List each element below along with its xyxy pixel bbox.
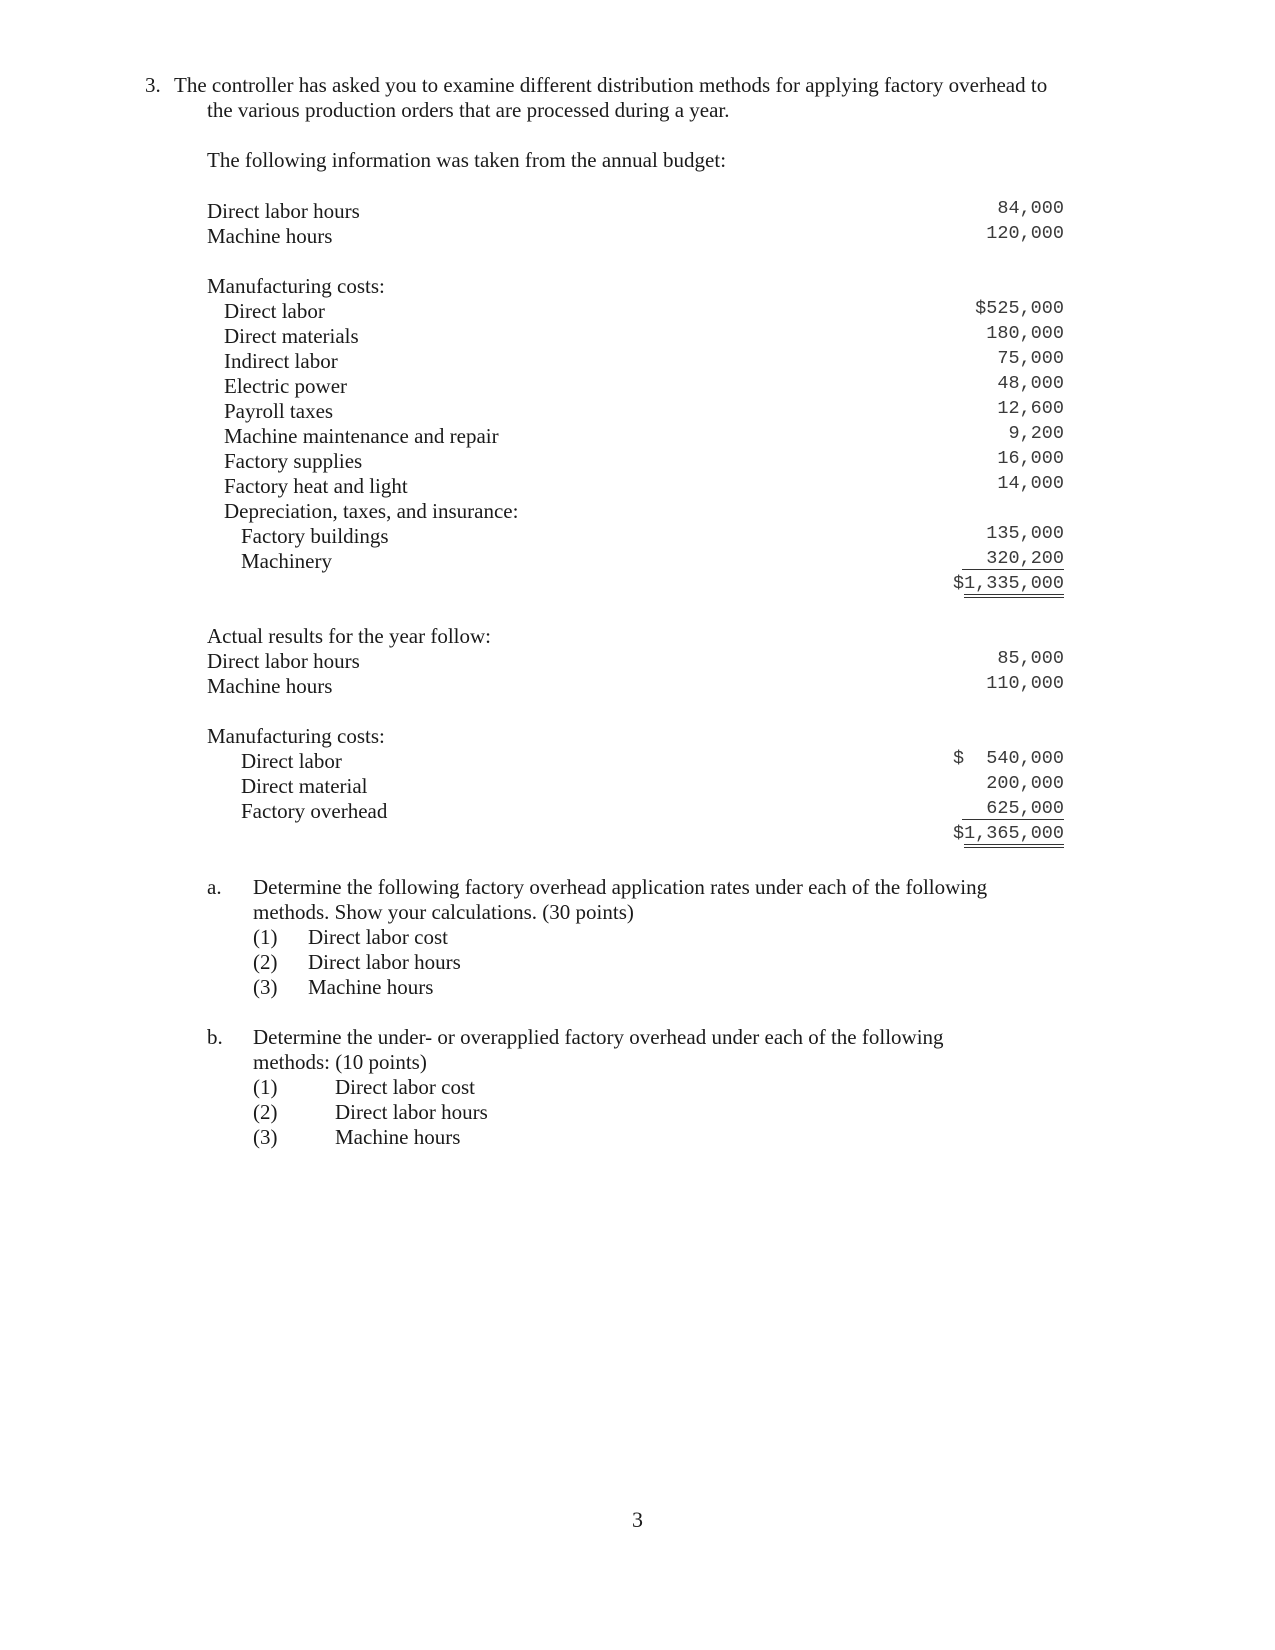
budget-cost-label: Factory supplies — [224, 449, 363, 473]
budget-hours-label: Direct labor hours — [207, 199, 360, 223]
budget-cost-label: Payroll taxes — [224, 399, 334, 423]
actual-intro: Actual results for the year follow: — [207, 624, 491, 648]
part-a-item-num: (2) — [253, 950, 278, 974]
actual-cost-label: Direct labor — [241, 749, 342, 773]
budget-cost-label: Indirect labor — [224, 349, 338, 373]
actual-cost-value: 200,000 — [986, 773, 1064, 794]
actual-total-amount: 1,365,000 — [964, 823, 1064, 848]
part-b-item-label: Machine hours — [335, 1125, 461, 1149]
actual-total-prefix: $ — [952, 823, 965, 844]
actual-cost-label: Direct material — [241, 774, 368, 798]
part-b-item-num: (1) — [253, 1075, 278, 1099]
budget-cost-value: 12,600 — [997, 398, 1064, 419]
actual-hours-value: 85,000 — [997, 648, 1064, 669]
depreciation-heading: Depreciation, taxes, and insurance: — [224, 499, 519, 523]
budget-cost-value: 48,000 — [997, 373, 1064, 394]
actual-hours-value: 110,000 — [986, 673, 1064, 694]
part-a-item-label: Machine hours — [308, 975, 434, 999]
part-b-item-label: Direct labor hours — [335, 1100, 488, 1124]
budget-cost-value: $525,000 — [975, 298, 1064, 319]
actual-total — [953, 821, 1064, 847]
depreciation-value: 135,000 — [986, 523, 1064, 544]
budget-cost-value: 9,200 — [1008, 423, 1064, 444]
actual-costs-heading: Manufacturing costs: — [207, 724, 385, 748]
budget-hours-value: 84,000 — [997, 198, 1064, 219]
part-b-line-2: methods: (10 points) — [253, 1050, 427, 1074]
actual-cost-value — [962, 796, 1064, 822]
question-line-2: the various production orders that are processed during a year. — [207, 98, 730, 122]
actual-cost-label: Factory overhead — [241, 799, 388, 823]
depreciation-value — [962, 546, 1064, 572]
budget-cost-value: 14,000 — [997, 473, 1064, 494]
budget-total — [953, 571, 1064, 597]
depreciation-label: Machinery — [241, 549, 332, 573]
budget-cost-label: Electric power — [224, 374, 348, 398]
subtotal-underline: 625,000 — [962, 798, 1064, 820]
budget-costs-heading: Manufacturing costs: — [207, 274, 385, 298]
depreciation-label: Factory buildings — [241, 524, 389, 548]
actual-cost-value: $ 540,000 — [952, 748, 1064, 769]
budget-hours-label: Machine hours — [207, 224, 333, 248]
budget-cost-label: Direct labor — [224, 299, 325, 323]
budget-total-prefix: $ — [952, 573, 965, 594]
part-b-letter: b. — [207, 1025, 223, 1049]
part-a-letter: a. — [207, 875, 222, 899]
budget-cost-label: Machine maintenance and repair — [224, 424, 499, 448]
budget-cost-value: 16,000 — [997, 448, 1064, 469]
part-b-item-num: (2) — [253, 1100, 278, 1124]
part-b-line-1: Determine the under- or overapplied factory overhead under each of the following — [253, 1025, 944, 1049]
budget-intro: The following information was taken from the annual budget: — [207, 148, 727, 172]
part-a-item-num: (3) — [253, 975, 278, 999]
question-number: 3. — [145, 73, 161, 97]
part-a-item-num: (1) — [253, 925, 278, 949]
question-line-1: The controller has asked you to examine different distribution methods for applying factory overhead to — [174, 73, 1048, 97]
part-b-item-label: Direct labor cost — [335, 1075, 475, 1099]
page-number: 3 — [632, 1507, 643, 1532]
subtotal-underline: 320,200 — [962, 548, 1064, 570]
part-a-item-label: Direct labor hours — [308, 950, 461, 974]
budget-cost-value: 75,000 — [997, 348, 1064, 369]
budget-cost-label: Factory heat and light — [224, 474, 408, 498]
budget-total-amount: 1,335,000 — [964, 573, 1064, 598]
actual-hours-label: Direct labor hours — [207, 649, 360, 673]
actual-hours-label: Machine hours — [207, 674, 333, 698]
part-b-item-num: (3) — [253, 1125, 278, 1149]
budget-cost-label: Direct materials — [224, 324, 359, 348]
budget-hours-value: 120,000 — [986, 223, 1064, 244]
budget-cost-value: 180,000 — [986, 323, 1064, 344]
part-a-item-label: Direct labor cost — [308, 925, 448, 949]
part-a-line-1: Determine the following factory overhead application rates under each of the following — [253, 875, 988, 899]
part-a-line-2: methods. Show your calculations. (30 points) — [253, 900, 634, 924]
